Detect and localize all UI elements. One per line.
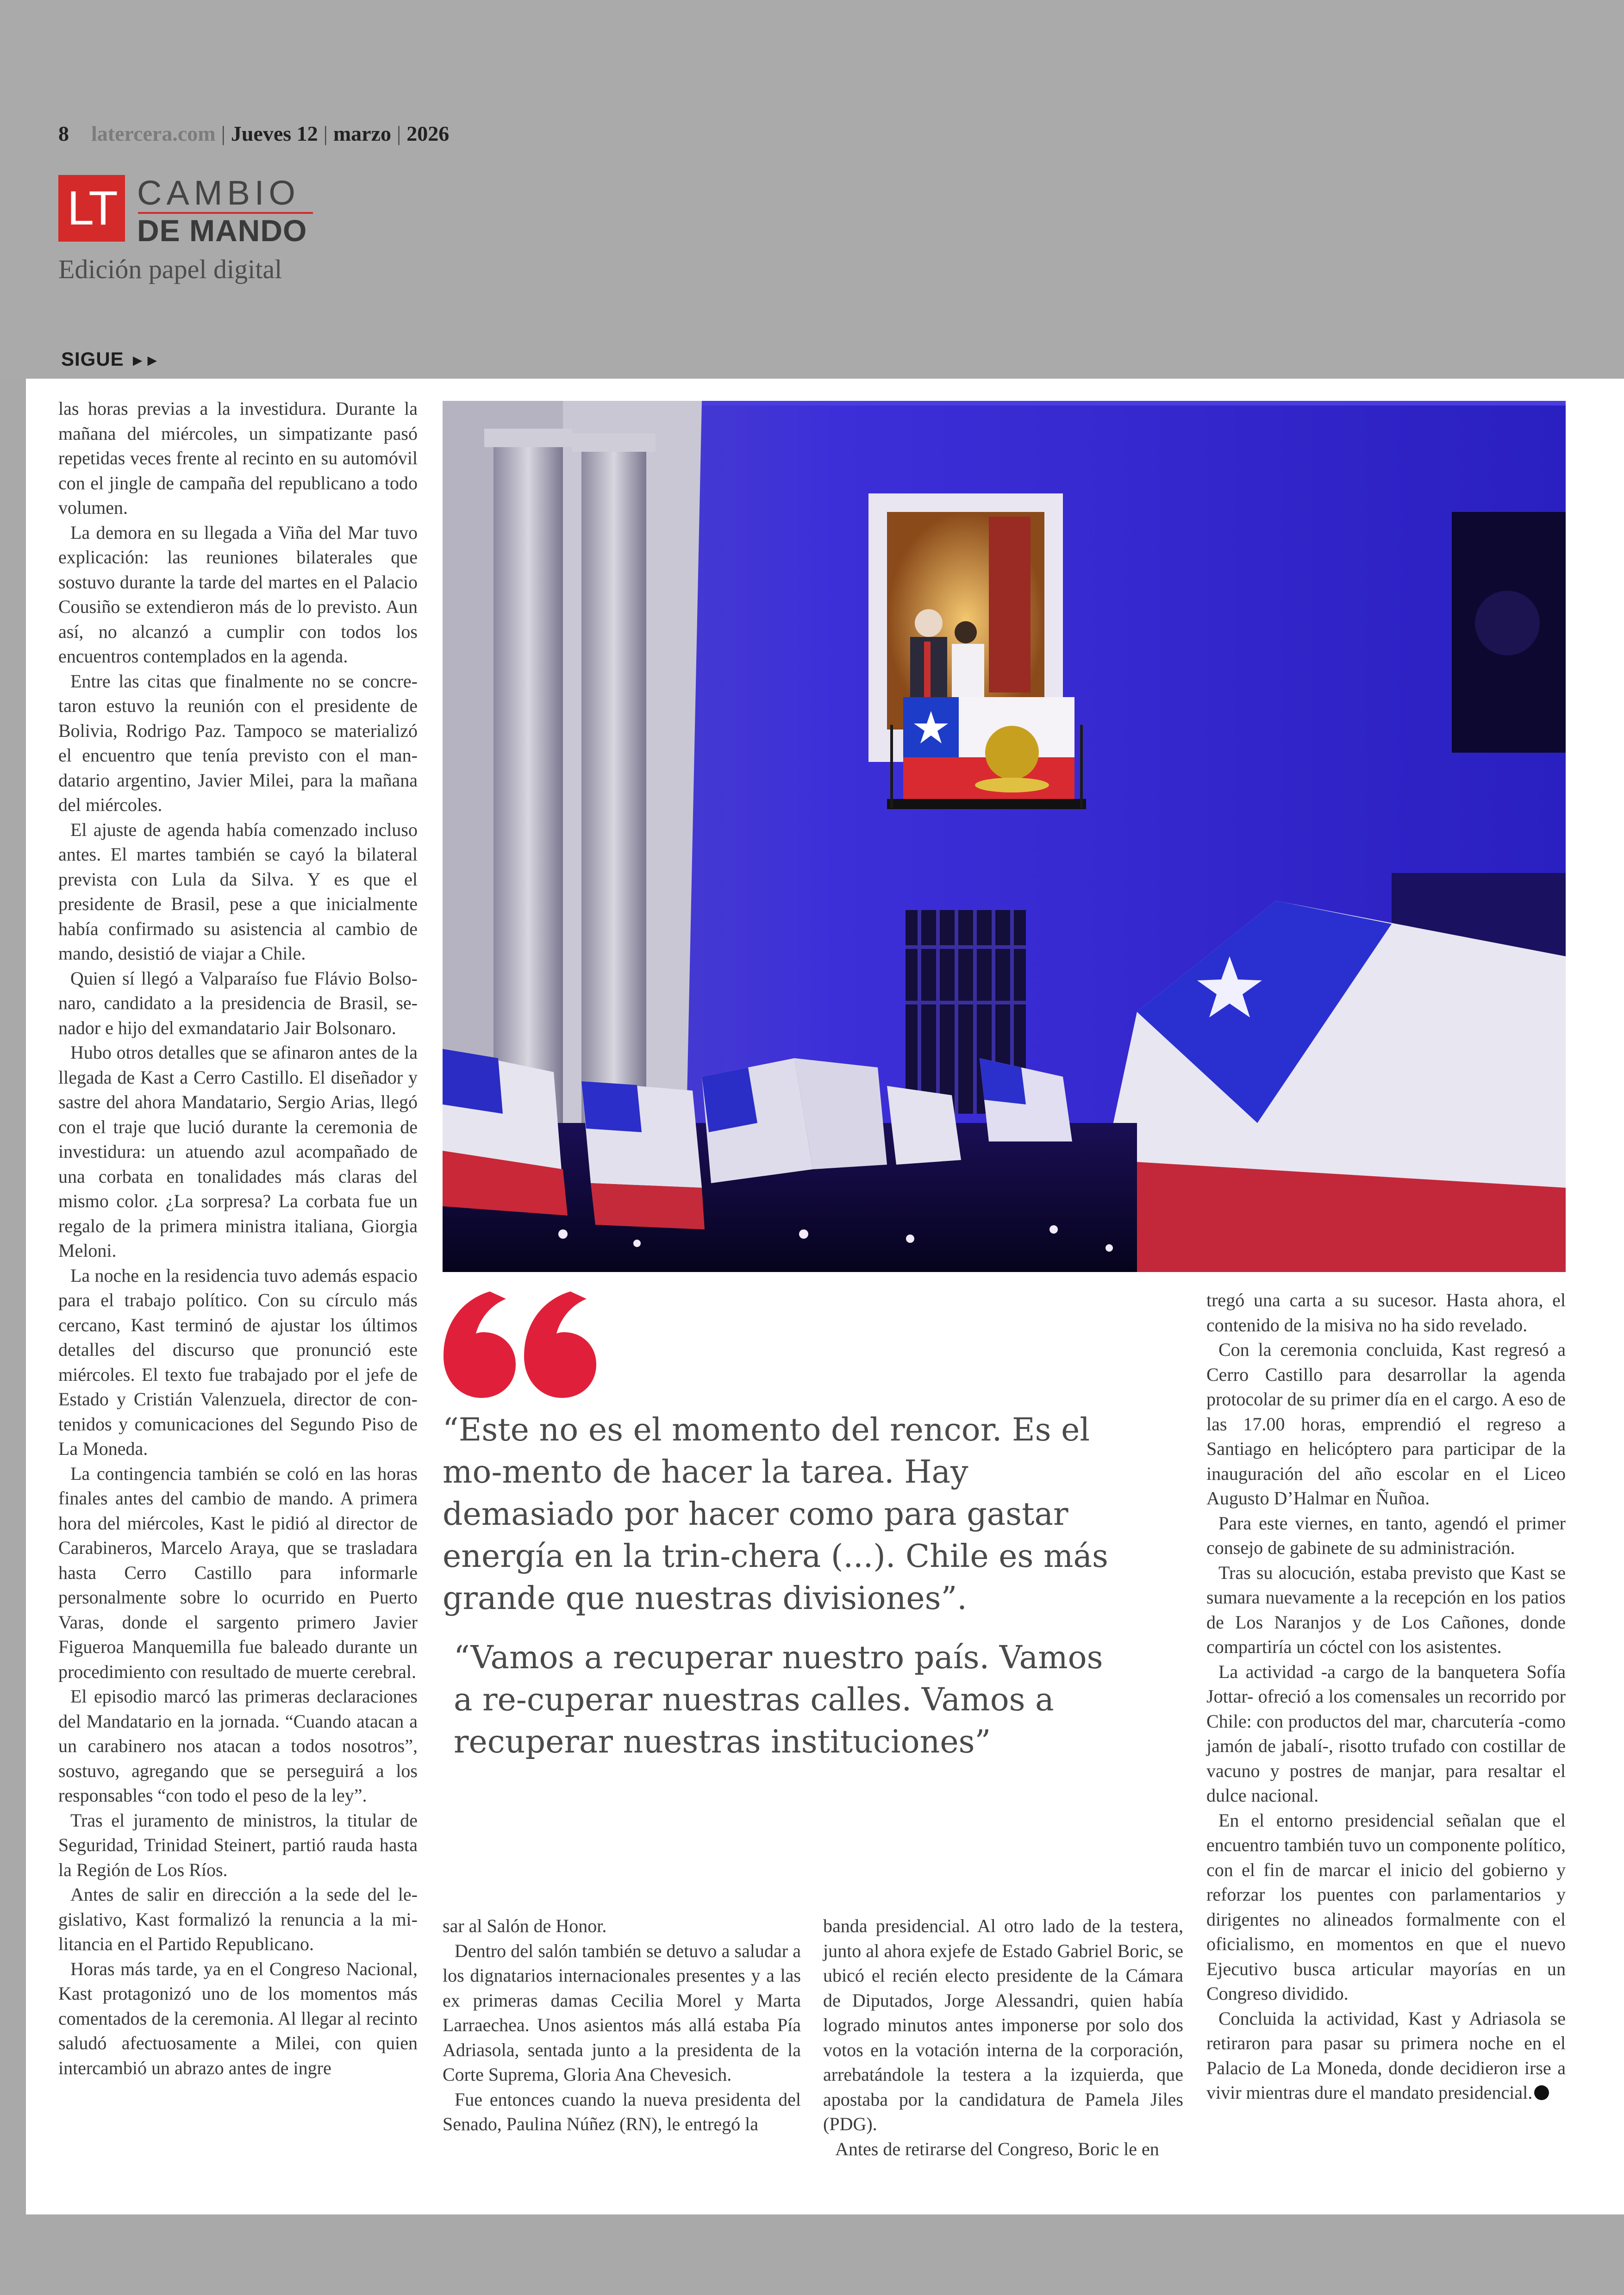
logo-line1: CAMBIO <box>137 174 300 212</box>
end-of-article-icon <box>1534 2085 1549 2100</box>
article-paragraph: Entre las citas que finalmente no se concretaron estuvo la reunión con el presidente de Bolivia, Rodrigo Paz. Tampoco se materializó el encuentro que tenía previsto con el mandatario argentino, Javier Milei, para la mañana del miércoles. <box>58 670 418 815</box>
continue-label: SIGUE <box>61 348 124 370</box>
page-header <box>0 0 1624 378</box>
article-paragraph: Dentro del salón también se detuvo a saludar a los dignatarios internacionales presentes y a las ex primeras damas Cecilia Morel y Marta Larraechea. Unos asientos más allá estaba Pía Adriasola, sentada junto a la presidenta de la Corte Suprema, Gloria Ana Chevesich. <box>443 1940 801 2085</box>
pull-quote-secondary: “Vamos a recuperar nuestro país. Vamos a re-cuperar nuestras calles. Vamos a recuperar nuestras instituciones” <box>454 1640 1103 1760</box>
article-column-2 <box>443 1914 801 2137</box>
article-paragraph: Concluida la actividad, Kast y Adriasola se retiraron para pasar su primera noche en el Palacio de La Moneda, donde decidieron irse a vivir mientras dure el mandato presidencial. <box>1206 2008 1566 2103</box>
date-year: 2026 <box>406 122 450 145</box>
article-paragraph: El ajuste de agenda había comenzado incluso antes. El martes también se cayó la bilateral prevista con Lula da Silva. Y es que el presidente de Brasil, pese a que inicialmente había confirmado su asistencia al cambio de mando, desistió de viajar a Chile. <box>58 819 418 964</box>
article-paragraph: Antes de retirarse del Congreso, Boric le en <box>835 2138 1159 2159</box>
date-day: Jueves 12 <box>231 122 318 145</box>
article-paragraph: Quien sí llegó a Valparaíso fue Flávio Bolsonaro, candidato a la presidencia de Brasil, senador e hijo del exmandatario Jair Bolsonaro. <box>58 967 418 1038</box>
double-arrow-icon: ►► <box>130 352 159 369</box>
photo-balcony-chile-flags-icon <box>443 401 1566 1272</box>
page-number: 8 <box>58 122 69 145</box>
pull-quote-main: “Este no es el momento del rencor. Es el mo-mento de hacer la tarea. Hay demasiado por hacer como para gastar energía en la trin-chera (...). Chile es más grande que nuestras divisiones”. <box>443 1412 1108 1617</box>
article-paragraph: Tras su alocución, estaba previsto que Kast se sumara nuevamente a la recepción en los patios de Los Naranjos y de Los Cañones, donde compartiría un cóctel con los asistentes. <box>1206 1562 1566 1657</box>
continue-link[interactable] <box>61 348 159 370</box>
logo-line2: DE MANDO <box>137 213 307 248</box>
article-column-3 <box>823 1914 1183 2161</box>
article-paragraph: Con la ceremonia concluida, Kast regresó a Cerro Castillo para desarrollar la agenda protocolar de su primer día en el cargo. A eso de las 17.00 horas, emprendió el regreso a Santiago en helicóptero para participar de la inauguración del año escolar en el Liceo Augusto D’Halmar en Ñuñoa. <box>1206 1339 1566 1509</box>
article-column-4 <box>1206 1288 1566 2105</box>
article-paragraph: La demora en su llegada a Viña del Mar tuvo explicación: las reuniones bilaterales que sostuvo durante la tarde del martes en el Palacio Cousiño se extendieron más de lo previsto. Aun así, no alcanzó a cumplir con todos los encuentros contemplados en la agenda. <box>58 522 418 667</box>
article-photo <box>443 401 1566 1272</box>
article-paragraph: Antes de salir en dirección a la sede del legislativo, Kast formalizó la renuncia a la militancia en el Partido Republicano. <box>58 1884 418 1954</box>
article-paragraph: En el entorno presidencial señalan que el encuentro también tuvo un componente político, con el fin de marcar el inicio del gobierno y reforzar los puentes con parlamentarios y dirigentes no alineados formalmente con el oficialismo, en momentos en que el nuevo Ejecutivo busca articular mayorías en un Congreso dividido. <box>1206 1809 1566 2004</box>
article-paragraph: las horas previas a la investidura. Durante la mañana del miércoles, un simpatizante pasó repetidas veces frente al recinto en su automóvil con el jingle de campaña del republicano a todo volumen. <box>58 398 418 518</box>
date-month: marzo <box>333 122 392 145</box>
folio-line: 8 latercera.com | Jueves 12 | marzo | 2026 <box>58 122 450 145</box>
article-paragraph: Fue entonces cuando la nueva presidenta del Senado, Paulina Núñez (RN), le entregó la <box>443 2089 801 2134</box>
article-paragraph: La noche en la residencia tuvo además espacio para el trabajo político. Con su círculo más cercano, Kast terminó de ajustar los últimos detalles del discurso que pronunció este miércoles. El texto fue trabajado por el jefe de Estado y Cristián Valenzuela, director de contenidos y comunicaciones del Segundo Piso de La Moneda. <box>58 1265 418 1459</box>
article-paragraph: La contingencia también se coló en las horas finales antes del cambio de mando. A primera hora del miércoles, Kast le pidió al director de Carabineros, Marcelo Araya, que se trasladara hasta Cerro Castillo para informarle personalmente sobre lo ocurrido en Puerto Varas, donde el sargento primero Javier Figueroa Manquemilla fue baleado durante un procedimiento con resultado de muerte cerebral. <box>58 1463 418 1682</box>
edition-label: Edición papel digital <box>58 254 282 284</box>
article-paragraph: banda presidencial. Al otro lado de la testera, junto al ahora exjefe de Estado Gabriel Boric, se ubicó el recién electo presidente de la Cámara de Diputados, Jorge Alessandri, quien había logrado minutos antes imponerse por solo dos votos en la votación interna de la corporación, arrebatándole la testera a la izquierda, que apostaba por la candidatura de Pamela Jiles (PDG). <box>823 1915 1183 2134</box>
article-paragraph: Tras el juramento de ministros, la titular de Seguridad, Trinidad Steinert, partió rauda hasta la Región de Los Ríos. <box>58 1809 418 1880</box>
article-paragraph: Horas más tarde, ya en el Congreso Nacional, Kast protagonizó uno de los momentos más comentados de la ceremonia. Al llegar al recinto saludó afectuosamente a Milei, con quien intercambió un abrazo antes de ingre <box>58 1958 418 2078</box>
article-paragraph: La actividad -a cargo de la banquetera Sofía Jottar- ofreció a los comensales un recorrido por Chile: con productos del mar, charcutería -como jamón de jabalí-, risotto trufado con costillar de vacuno y postres de manjar, para resaltar el dulce nacional. <box>1206 1661 1566 1806</box>
article-paragraph: Hubo otros detalles que se afinaron antes de la llegada de Kast a Cerro Castillo. El diseñador y sastre del ahora Mandatario, Sergio Arias, llegó con el traje que lució durante la ceremonia de investidura: un atuendo azul acompañado de una corbata en tonalidades más claras del mismo color. ¿La sorpresa? La corbata fue un regalo de la primera ministra italiana, Giorgia Meloni. <box>58 1042 418 1261</box>
quote-mark-icon <box>443 1291 596 1398</box>
article-paragraph: El episodio marcó las primeras declaraciones del Mandatario en la jornada. “Cuando atacan a un carabinero nos atacan a todos nosotros”, sostuvo, agregando que se perseguirá a los responsables “con todo el peso de la ley”. <box>58 1686 418 1806</box>
article-paragraph: Para este viernes, en tanto, agendó el primer consejo de gabinete de su administración. <box>1206 1512 1566 1558</box>
article-paragraph: sar al Salón de Honor. <box>443 1915 607 1936</box>
lt-logo-icon: LT <box>58 175 125 242</box>
article-paragraph: tregó una carta a su sucesor. Hasta ahora, el contenido de la misiva no ha sido revelado. <box>1206 1290 1566 1335</box>
site-name[interactable]: latercera.com <box>91 122 216 145</box>
section-logo <box>58 174 318 248</box>
article-column-1 <box>58 396 418 2080</box>
